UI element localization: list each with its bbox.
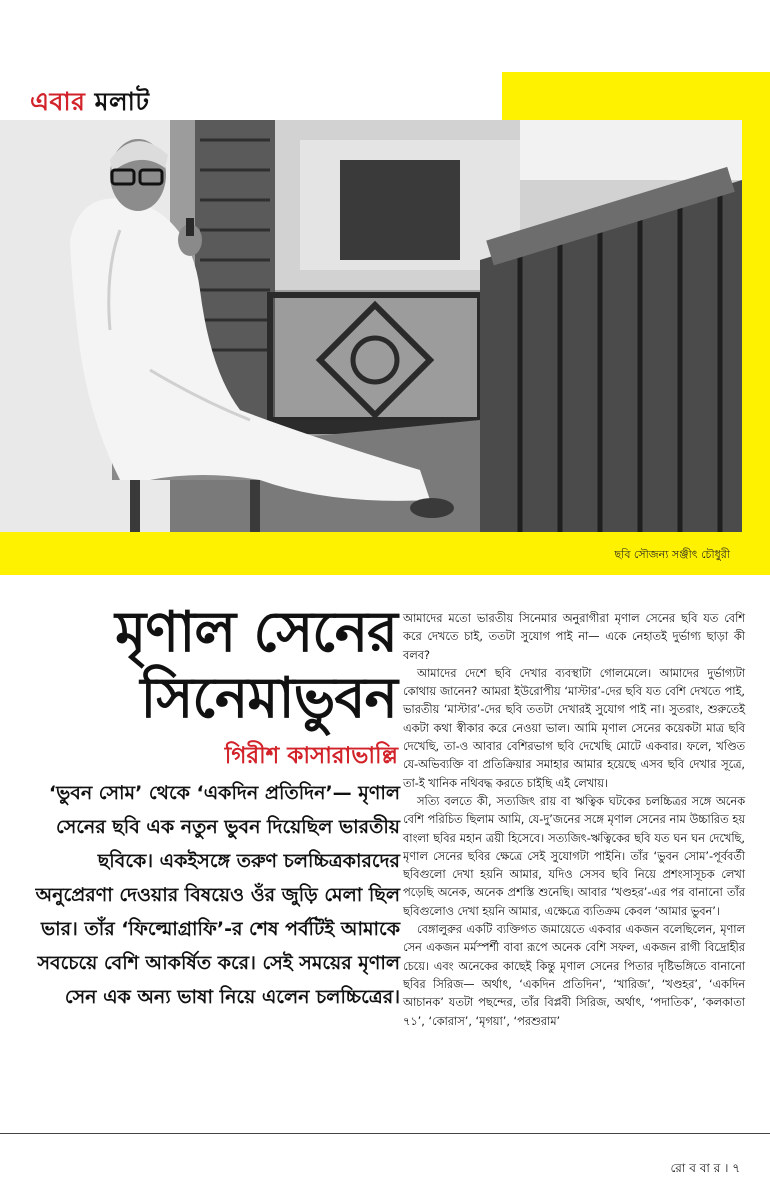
yellow-frame-top: [502, 72, 770, 120]
section-header: [30, 82, 150, 125]
section-header-label: মলাট: [94, 87, 150, 116]
title-line-1: মৃণাল সেনের: [115, 600, 397, 665]
body-paragraph: বেঙ্গালুরুর একটি ব্যক্তিগত জমায়েতে একবার একজন বলেছিলেন, মৃণাল সেন একজন মর্মস্পর্শী বাবা রূপে অনেক বেশি সফল, একজন রাগী বিদ্রোহীর চেয়ে। এবং অনেকের কাছেই কিন্তু মৃণাল সেনের পিতার দৃষ্টিভঙ্গিতে বানানো ছবির সিরিজ— অর্থাৎ, ‘একদিন প্রতিদিন’, ‘খারিজ’, ‘খণ্ডহর’, ‘একদিন আচানক’ যতটা পছন্দের, তাঁর বিপ্লবী সিরিজ, অর্থাৎ, ‘পদাতিক’, ‘কলকাতা ৭১’, ‘কোরাস’, ‘মৃগয়া’, ‘পরশুরাম’: [403, 923, 745, 1028]
photo-credit: ছবি সৌজন্য সঞ্জীৎ চৌধুরী: [614, 548, 730, 561]
author-byline: গিরীশ কাসারাভাল্লি: [224, 743, 398, 769]
yellow-frame-right: [742, 72, 770, 575]
body-paragraph: আমাদের দেশে ছবি দেখার ব্যবস্থাটা গোলমেলে। আমাদের দুর্ভাগ্যটা কোথায় জানেন? আমরা ইউরোপীয় ‘মাস্টার’-দের ছবি যত বেশি দেখতে পাই, ভারতীয় ‘মাস্টার’-দের ছবি ততটা দেখারই সুযোগ পাই না। সুতরাং, শুরুতেই একটা কথা স্বীকার করে নেওয়া ভাল। আমি মৃণাল সেনের কয়েকটা মাত্র ছবি দেখেছি, তা-ও আবার বেশিরভাগ ছবি দেখেছি মোটে একবার। ফলে, খণ্ডিত যে-অভিব্যক্তি বা প্রতিক্রিয়ার সমাহার আমার হয়েছে এসব ছবি দেখার সূত্রে, তা-ই খানিক নথিবদ্ধ করতে চাইছি এই লেখায়।: [403, 666, 745, 790]
page-footer: রো ব বা র । ৭: [670, 1161, 740, 1175]
title-line-2: সিনেমাভুবন: [140, 666, 397, 731]
footer-divider: [0, 1133, 770, 1134]
article-title: [62, 600, 397, 732]
section-header-accent: এবার: [30, 87, 86, 116]
lead-paragraph: ‘ভুবন সোম’ থেকে ‘একদিন প্রতিদিন’— মৃণাল সেনের ছবি এক নতুন ভুবন দিয়েছিল ভারতীয় ছবিকে। একইসঙ্গে তরুণ চলচ্চিত্রকারদের অনুপ্রেরণা দেওয়ার বিষয়েও ওঁর জুড়ি মেলা ছিল ভার। তাঁর ‘ফিল্মোগ্রাফি’-র শেষ পর্বটিই আমাকে সবচেয়ে বেশি আকর্ষিত করে। সেই সময়ের মৃণাল সেন এক অন্য ভাষা নিয়ে এলেন চলচ্চিত্রের।: [35, 782, 400, 1008]
body-paragraph: আমাদের মতো ভারতীয় সিনেমার অনুরাগীরা মৃণাল সেনের ছবি যত বেশি করে দেখতে চাই, ততটা সুযোগ পাই না— একে নেহাতই দুর্ভাগ্য ছাড়া কী বলব?: [403, 612, 745, 662]
cover-photo: [0, 120, 742, 532]
body-paragraph: সত্যি বলতে কী, সত্যজিৎ রায় বা ঋত্বিক ঘটকের চলচ্চিত্রর সঙ্গে অনেক বেশি পরিচিত ছিলাম আমি, যে-দু’জনের সঙ্গে মৃণাল সেনের নাম উচ্চারিত হয় বাংলা ছবির মহান ত্রয়ী হিসেবে। সত্যজিৎ-ঋত্বিকের ছবি যত ঘন ঘন দেখেছি, মৃণাল সেনের ছবির ক্ষেত্রে সেই সুযোগটা পাইনি। তাঁর ‘ভুবন সোম’-পূর্ববর্তী ছবিগুলো দেখা হয়নি আমার, যদিও সেসব ছবি নিয়ে প্রশংসাসূচক লেখা পড়েছি অনেক, অনেক প্রশস্তি শুনেছি। আবার ‘খণ্ডহর’-এর পর বানানো তাঁর ছবিগুলোও দেখা হয়নি আমার, এক্ষেত্রে ব্যতিক্রম কেবল ‘আমার ভুবন’।: [403, 794, 745, 918]
article-body: [403, 610, 745, 1031]
